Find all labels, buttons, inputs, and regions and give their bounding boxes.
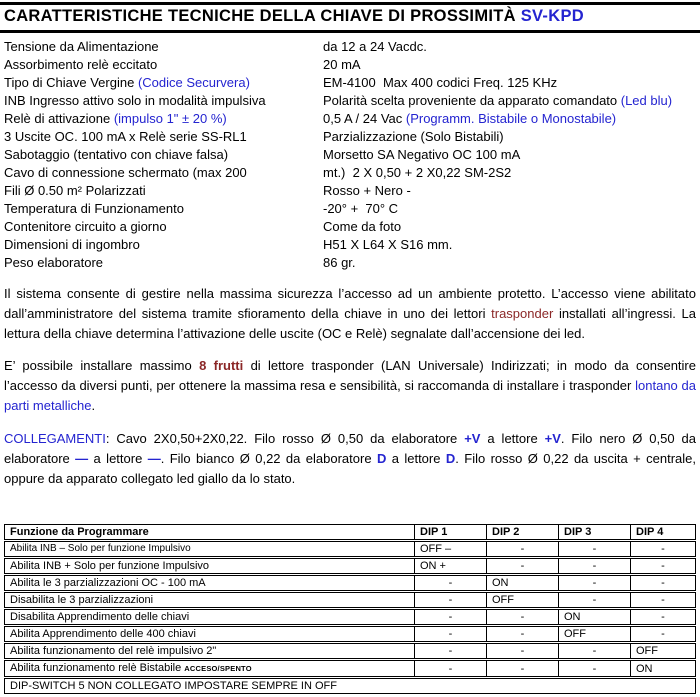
dip1-cell: ON + [414,558,486,574]
table-row [4,626,696,642]
column-header-dip1: DIP 1 [414,524,486,540]
spec-label: INB Ingresso attivo solo in modalità impulsiva [4,93,266,108]
spec-label: Relè di attivazione (impulso 1" ± 20 %) [4,111,227,126]
dip2-cell: - [486,609,558,625]
funzione-cell: Disabilita le 3 parzializzazioni [4,592,414,608]
dip3-cell: - [558,643,630,659]
table-row [4,541,696,557]
table-footer-note: DIP-SWITCH 5 NON COLLEGATO IMPOSTARE SEMPRE IN OFF [4,678,696,694]
spec-label: Tensione da Alimentazione [4,39,159,54]
spec-value: 86 gr. [323,255,356,270]
spec-label: Contenitore circuito a giorno [4,219,167,234]
spec-value: Polarità scelta proveniente da apparato comandato (Led blu) [323,93,673,108]
table-row [4,558,696,574]
datasheet-page [0,2,700,695]
funzione-cell: Abilita INB + Solo per funzione Impulsivo [4,558,414,574]
text-emphasis: (Codice Securvera) [137,75,250,90]
spec-row [4,128,696,146]
spec-value: Parzializzazione (Solo Bistabili) [323,129,504,144]
spec-label: Temperatura di Funzionamento [4,201,184,216]
spec-label: Sabotaggio (tentativo con chiave falsa) [4,147,229,162]
paragraph: COLLEGAMENTI: Cavo 2X0,50+2X0,22. Filo rosso Ø 0,50 da elaboratore +V a lettore +V. Filo nero Ø 0,50 da elaboratore — a lettore —. Filo bianco Ø 0,22 da elaboratore D a lettore D. Filo rosso Ø 0,22 da uscita + centrale, oppure da apparato collegato led giallo da lo stato. [4,431,697,486]
spec-label: Cavo di connessione schermato (max 200 [4,165,247,180]
dip4-cell: - [630,541,696,557]
dip-table-footer [4,678,696,694]
text-emphasis: — [75,451,89,466]
dip1-cell: - [414,609,486,625]
dip3-cell: - [558,660,630,677]
dip3-cell: ON [558,609,630,625]
dip2-cell: - [486,558,558,574]
text-emphasis: 8 frutti [199,358,244,373]
spec-value: mt.) 2 X 0,50 + 2 X0,22 SM-2S2 [323,165,512,180]
table-footer-row [4,678,696,694]
spec-row [4,254,696,272]
spec-row [4,56,696,74]
dip-table-header [4,524,696,540]
dip2-cell: - [486,626,558,642]
dip4-cell: - [630,575,696,591]
page-title [0,2,700,33]
dip1-cell: - [414,643,486,659]
dip1-cell: - [414,626,486,642]
dip4-cell: - [630,626,696,642]
spec-list [4,38,696,272]
dip2-cell: - [486,643,558,659]
text-emphasis: COLLEGAMENTI [4,431,106,446]
dip2-cell: OFF [486,592,558,608]
table-row [4,643,696,659]
dip3-cell: OFF [558,626,630,642]
spec-value: 20 mA [323,57,361,72]
description-paragraphs [0,284,700,489]
dip-table-body [4,541,696,677]
table-row [4,592,696,608]
spec-row [4,182,696,200]
spec-row [4,110,696,128]
column-header-funzione: Funzione da Programmare [4,524,414,540]
spec-row [4,146,696,164]
dip1-cell: OFF – [414,541,486,557]
text-emphasis: D [445,451,456,466]
spec-row [4,236,696,254]
dip3-cell: - [558,575,630,591]
spec-row [4,74,696,92]
spec-value: 0,5 A / 24 Vac (Programm. Bistabile o Monostabile) [323,111,617,126]
funzione-cell: Abilita funzionamento del relè impulsivo 2" [4,643,414,659]
product-model-text: SV-KPD [520,7,584,25]
column-header-dip4: DIP 4 [630,524,696,540]
spec-value: Morsetto SA Negativo OC 100 mA [323,147,521,162]
dip2-cell: - [486,660,558,677]
spec-label: Dimensioni di ingombro [4,237,140,252]
spec-label: Tipo di Chiave Vergine (Codice Securvera) [4,75,250,90]
spec-label: Fili Ø 0.50 m² Polarizzati [4,183,146,198]
funzione-cell: Abilita le 3 parzializzazioni OC - 100 mA [4,575,414,591]
spec-value: H51 X L64 X S16 mm. [323,237,453,252]
paragraph: E’ possibile installare massimo 8 frutti di lettore trasponder (LAN Universale) Indirizzati; in modo da consentire l’accesso da diversi punti, per ottenere la massima resa e sensibilità, si raccomanda di installare i trasponder lontano da parti metalliche. [4,358,696,413]
table-header-row [4,524,696,540]
text-emphasis: (impulso 1" ± 20 %) [113,111,227,126]
funzione-cell: Abilita INB – Solo per funzione Impulsivo [4,541,414,557]
dip-switch-table [4,523,696,695]
spec-label: Assorbimento relè eccitato [4,57,158,72]
spec-value: Rosso + Nero - [323,183,411,198]
funzione-cell: Disabilita Apprendimento delle chiavi [4,609,414,625]
spec-value: da 12 a 24 Vacdc. [323,39,427,54]
page-title-text: CARATTERISTICHE TECNICHE DELLA CHIAVE DI PROSSIMITÀ [4,7,521,25]
text-emphasis: +V [464,431,481,446]
text-emphasis: trasponder [491,306,554,321]
column-header-dip2: DIP 2 [486,524,558,540]
spec-row [4,218,696,236]
paragraph: Il sistema consente di gestire nella massima sicurezza l’accesso ad un ambiente protetto. L’accesso viene abilitato dall’amministratore del sistema tramite sfioramento della chiave in uno dei lettori trasponder installati all’ingressi. La lettura della chiave determina l’attivazione delle uscite (OC e Relè) segnalate dall’accensione dei led. [4,286,696,341]
spec-row [4,200,696,218]
spec-value: EM-4100 Max 400 codici Freq. 125 KHz [323,75,558,90]
funzione-suffix: ACCESO/SPENTO [184,664,252,673]
table-row [4,575,696,591]
text-emphasis: +V [544,431,561,446]
funzione-cell: Abilita funzionamento relè Bistabile ACCESO/SPENTO [4,660,414,677]
dip4-cell: - [630,609,696,625]
text-emphasis: D [376,451,387,466]
dip2-cell: ON [486,575,558,591]
dip2-cell: - [486,541,558,557]
dip3-cell: - [558,541,630,557]
text-emphasis: (Led blu) [620,93,673,108]
text-emphasis: (Programm. Bistabile o Monostabile) [405,111,617,126]
dip1-cell: - [414,575,486,591]
spec-row [4,92,696,110]
column-header-dip3: DIP 3 [558,524,630,540]
spec-label: 3 Uscite OC. 100 mA x Relè serie SS-RL1 [4,129,247,144]
spec-value: -20° + 70° C [323,201,399,216]
dip3-cell: - [558,558,630,574]
spec-row [4,164,696,182]
text-emphasis: lontano da parti metalliche [4,378,696,413]
funzione-cell: Abilita Apprendimento delle 400 chiavi [4,626,414,642]
table-row [4,609,696,625]
spec-row [4,38,696,56]
text-emphasis: — [147,451,161,466]
table-row [4,660,696,677]
spec-label: Peso elaboratore [4,255,104,270]
dip4-cell: ON [630,660,696,677]
dip4-cell: - [630,558,696,574]
spec-value: Come da foto [323,219,402,234]
dip4-cell: OFF [630,643,696,659]
dip1-cell: - [414,660,486,677]
dip1-cell: - [414,592,486,608]
dip3-cell: - [558,592,630,608]
dip4-cell: - [630,592,696,608]
